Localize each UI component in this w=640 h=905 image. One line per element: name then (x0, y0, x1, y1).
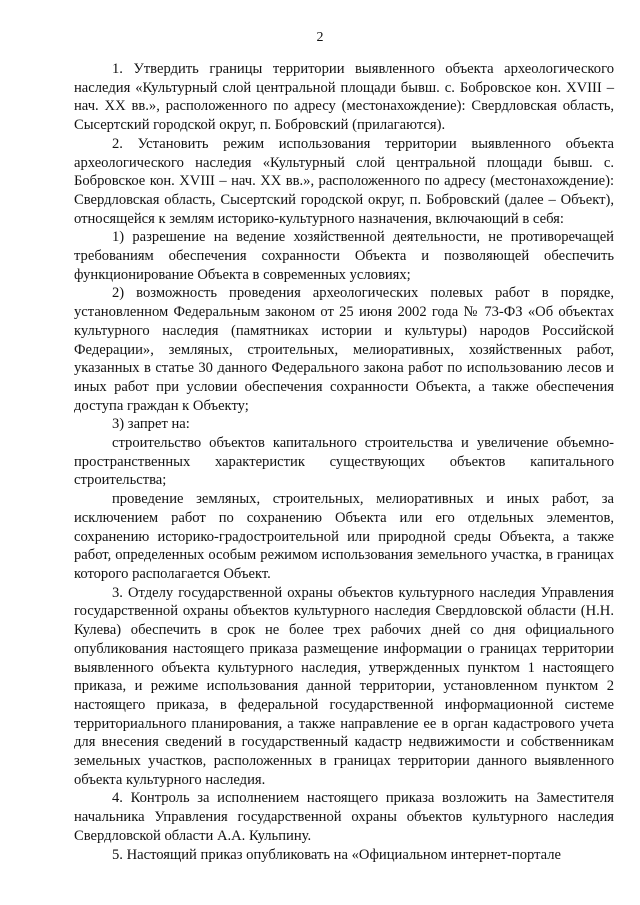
document-body (74, 60, 614, 864)
paragraph-item-5-publication: 5. Настоящий приказ опубликовать на «Официальном интернет-портале (112, 846, 562, 863)
paragraph-subitem-3-prohibition: 3) запрет на: (112, 416, 190, 433)
paragraph-subitem-1-permission: 1) разрешение на ведение хозяйственной деятельности, не противоречащей требованиям обеспечения сохранности Объекта и позволяющей обеспечить функционирование Объекта в современных условиях; (74, 229, 614, 283)
paragraph-prohibition-construction: строительство объектов капитального строительства и увеличение объемно-пространственных характеристик существующих объектов капитального строительства; (74, 435, 614, 489)
paragraph-prohibition-works: проведение земляных, строительных, мелиоративных и иных работ, за исключением работ по сохранению Объекта или его отдельных элементов, сохранению историко-градостроительной или природной среды Объекта, а также работ, определенных особым режимом использования земельного участка, в границах которого располагается Объект. (74, 491, 614, 582)
page-number: 2 (316, 30, 324, 45)
paragraph-item-4-control: 4. Контроль за исполнением настоящего приказа возложить на Заместителя начальника Управления государственной охраны объектов культурного наследия Свердловской области А.А. Кульпину. (74, 790, 614, 844)
paragraph-item-2-usage-regime: 2. Установить режим использования территории выявленного объекта археологического наследия «Культурный слой центральной площади бывш. с. Бобровское кон. XVIII – нач. XX вв.», расположенного по адресу (местонахождение): Свердловская область, Сысертский городской округ, п. Бобровский (далее – Объект), относящейся к землям историко-культурного назначения, включающий в себя: (74, 135, 614, 227)
paragraph-item-3-department-duty: 3. Отделу государственной охраны объектов культурного наследия Управления государственной охраны объектов культурного наследия Свердловской области (Н.Н. Кулева) обеспечить в срок не более трех рабочих дней со дня официального опубликования настоящего приказа размещение информации о границах территории выявленного объекта культурного наследия, утвержденных пунктом 1 настоящего приказа, и режиме использования данной территории, установленном пунктом 2 настоящего приказа, в федеральной государственной информационной системе территориального планирования, а также направление ее в орган кадастрового учета для внесения сведений в государственный кадастр недвижимости и собственникам земельных участков, расположенных в границах территории данного выявленного объекта культурного наследия. (74, 584, 614, 788)
paragraph-subitem-2-possibility: 2) возможность проведения археологических полевых работ в порядке, установленном Федеральным законом от 25 июня 2002 года № 73-ФЗ «Об объектах культурного наследия (памятниках истории и культуры) народов Российской Федерации», земляных, строительных, мелиоративных, хозяйственных работ, указанных в статье 30 данного Федерального закона работ по использованию лесов и иных работ при условии обеспечения сохранности Объекта, а также обеспечения доступа граждан к Объекту; (74, 285, 614, 414)
paragraph-item-1-approve-boundaries: 1. Утвердить границы территории выявленного объекта археологического наследия «Культурный слой центральной площади бывш. с. Бобровское кон. XVIII – нач. XX вв.», расположенного по адресу (местонахождение): Свердловская область, Сысертский городской округ, п. Бобровский (прилагаются). (74, 61, 614, 134)
